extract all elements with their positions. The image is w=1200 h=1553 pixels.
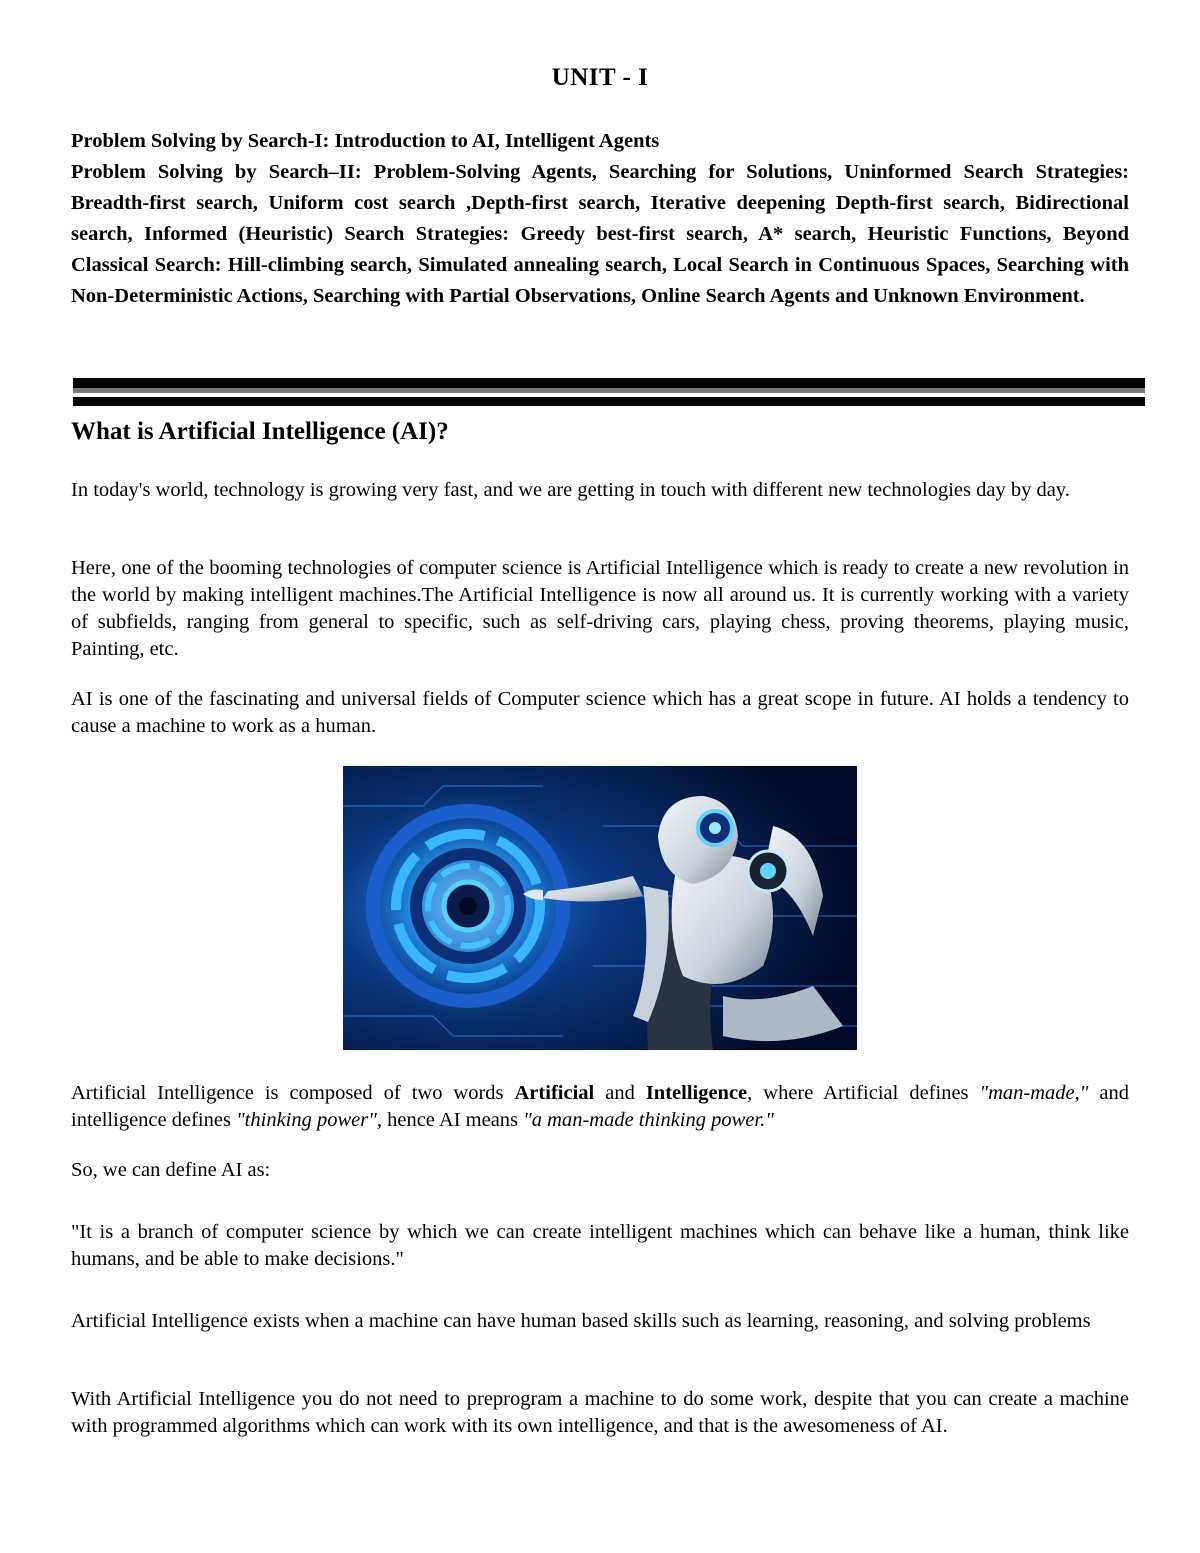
p4-text-1: Artificial Intelligence is composed of two words [71,1082,515,1104]
section-divider-bottom [73,397,1145,406]
p4-italic-definition: "a man-made thinking power." [523,1109,774,1131]
section-divider [73,378,1145,388]
digital-target-rings [350,788,586,1024]
p4-text-3: , where Artificial defines [747,1082,980,1104]
p4-text-5: , hence AI means [376,1109,524,1131]
p4-italic-man-made: "man-made," [979,1082,1089,1104]
p4-text-2: and [594,1082,646,1104]
p4-text-4: and intelligence defines [71,1082,1129,1131]
paragraph-definition-quote: "It is a branch of computer science by which we can create intelligent machines which can behave like a human, think like humans, and be able to make decisions." [71,1221,1129,1270]
syllabus-block [71,126,1129,312]
paragraph-booming-tech: Here, one of the booming technologies of computer science is Artificial Intelligence which is ready to create a new revolution in the world by making intelligent machines.The Artificial Intelligence is now all around us. It is currently working with a variety of subfields, ranging from general to specific, such as self-driving cars, playing chess, proving theorems, playing music, Painting, etc. [71,557,1129,660]
syllabus-line-2: Problem Solving by Search–II: Problem-Solving Agents, Searching for Solutions, Uninformed Search Strategies: Breadth-first search, Uniform cost search ,Depth-first search, Iterative deepening Depth-first search, Bidirectional search, Informed (Heuristic) Search Strategies: Greedy best-first search, A* search, Heuristic Functions, Beyond Classical Search: Hill-climbing search, Simulated annealing search, Local Search in Continuous Spaces, Searching with Non-Deterministic Actions, Searching with Partial Observations, Online Search Agents and Unknown Environment. [71,161,1129,307]
paragraph-composed-of [71,1080,1129,1134]
paragraph-define-ai: So, we can define AI as: [71,1159,271,1181]
section-heading: What is Artificial Intelligence (AI)? [71,418,449,445]
paragraph-awesomeness: With Artificial Intelligence you do not need to preprogram a machine to do some work, despite that you can create a machine with programmed algorithms which can work with its own intelligence, and that is the awesomeness of AI. [71,1388,1129,1437]
p4-italic-thinking-power: "thinking power" [236,1109,377,1131]
p4-bold-artificial: Artificial [514,1082,595,1104]
paragraph-human-skills: Artificial Intelligence exists when a machine can have human based skills such as learning, reasoning, and solving problems [71,1310,1091,1332]
robot-ai-image [343,766,857,1050]
p4-bold-intelligence: Intelligence [645,1082,748,1104]
syllabus-line-1: Problem Solving by Search-I: Introduction to AI, Intelligent Agents [71,130,660,152]
paragraph-fascinating-field: AI is one of the fascinating and universal fields of Computer science which has a great scope in future. AI holds a tendency to cause a machine to work as a human. [71,688,1129,737]
paragraph-intro: In today's world, technology is growing very fast, and we are getting in touch with different new technologies day by day. [71,479,1070,501]
unit-title: UNIT - I [551,64,649,91]
